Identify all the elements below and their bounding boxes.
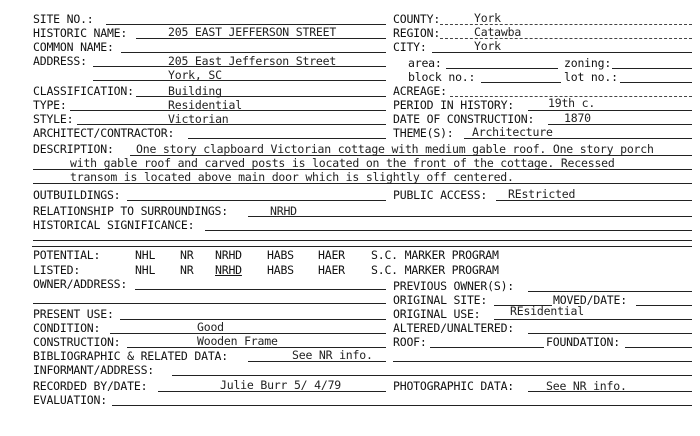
potential-label: POTENTIAL: xyxy=(33,248,101,262)
condition-value: Good xyxy=(197,320,224,334)
architect-line xyxy=(188,138,386,139)
description-line2-value: with gable roof and carved posts is located on the front of the cottage. Recessed xyxy=(70,156,615,170)
common-name-label: COMMON NAME: xyxy=(33,40,114,54)
type-value: Residential xyxy=(168,98,242,112)
description-line1-value: One story clapboard Victorian cottage with medium gable roof. One story porch xyxy=(136,142,654,156)
roof-label: ROOF: xyxy=(393,335,427,349)
address-line2-value: York, SC xyxy=(168,68,222,82)
address-label: ADDRESS: xyxy=(33,54,87,68)
region-value: Catawba xyxy=(474,25,522,39)
historical-significance-line1 xyxy=(205,230,692,231)
description-line3 xyxy=(33,183,692,184)
bibliographic-line xyxy=(248,361,386,362)
period-label: PERIOD IN HISTORY: xyxy=(393,98,515,112)
photographic-data-value: See NR info. xyxy=(546,379,627,393)
area-label: area: xyxy=(408,56,442,70)
date-construction-line xyxy=(548,124,692,125)
roof-line xyxy=(430,347,544,348)
altered-label: ALTERED/UNALTERED: xyxy=(393,321,515,335)
original-site-label: ORIGINAL SITE: xyxy=(393,293,488,307)
relationship-line xyxy=(248,216,692,217)
outbuildings-line xyxy=(127,200,386,201)
foundation-label: FOUNDATION: xyxy=(546,335,620,349)
present-use-line xyxy=(120,319,386,320)
date-construction-value: 1870 xyxy=(564,111,591,125)
themes-value: Architecture xyxy=(472,125,553,139)
photographic-data-label: PHOTOGRAPHIC DATA: xyxy=(393,379,515,393)
construction-value: Wooden Frame xyxy=(197,334,278,348)
region-label: REGION: xyxy=(393,26,441,40)
evaluation-line xyxy=(112,405,692,406)
public-access-value: REstricted xyxy=(508,187,576,201)
moved-date-line xyxy=(636,305,692,306)
themes-line xyxy=(464,138,692,139)
lot-no-line xyxy=(620,82,692,83)
potential-nhl: NHL xyxy=(135,248,156,262)
county-value: York xyxy=(474,11,501,25)
zoning-line xyxy=(612,68,692,69)
city-label: CITY: xyxy=(393,40,427,54)
informant-line xyxy=(172,375,692,376)
bibliographic-value: See NR info. xyxy=(292,348,373,362)
foundation-line xyxy=(625,347,692,348)
listed-haer: HAER xyxy=(318,263,345,277)
recorded-by-value: Julie Burr 5/ 4/79 xyxy=(220,378,342,392)
county-label: COUNTY: xyxy=(393,12,441,26)
period-line xyxy=(528,110,692,111)
block-no-label: block no.: xyxy=(408,70,476,84)
potential-nr: NR xyxy=(180,248,194,262)
bibliographic-line-right xyxy=(393,361,692,362)
condition-label: CONDITION: xyxy=(33,321,101,335)
construction-label: CONSTRUCTION: xyxy=(33,335,121,349)
recorded-by-line xyxy=(158,391,386,392)
description-line3-value: transom is located above main door which is slightly off centered. xyxy=(70,170,514,184)
classification-value: Building xyxy=(168,84,222,98)
city-value: York xyxy=(474,39,501,53)
historical-significance-label: HISTORICAL SIGNIFICANCE: xyxy=(33,218,195,232)
owner-address-line1 xyxy=(135,289,386,290)
informant-label: INFORMANT/ADDRESS: xyxy=(33,363,155,377)
style-line xyxy=(77,124,386,125)
city-line xyxy=(432,52,692,53)
historic-name-value: 205 EAST JEFFERSON STREET xyxy=(168,25,337,39)
address-line1 xyxy=(93,66,386,67)
listed-nrhd: NRHD xyxy=(215,263,242,277)
address-line1-value: 205 East Jefferson Street xyxy=(168,54,337,68)
potential-nrhd: NRHD xyxy=(215,248,242,262)
site-no-label: SITE NO.: xyxy=(33,12,94,26)
classification-label: CLASSIFICATION: xyxy=(33,84,134,98)
owner-address-line2 xyxy=(33,303,386,304)
historic-name-label: HISTORIC NAME: xyxy=(33,26,128,40)
date-construction-label: DATE OF CONSTRUCTION: xyxy=(393,112,535,126)
classification-line xyxy=(136,96,386,97)
altered-line xyxy=(528,333,692,334)
listed-marker: S.C. MARKER PROGRAM xyxy=(371,263,499,277)
present-use-label: PRESENT USE: xyxy=(33,307,114,321)
historical-significance-line2 xyxy=(33,240,692,241)
public-access-line xyxy=(496,200,692,201)
outbuildings-label: OUTBUILDINGS: xyxy=(33,188,121,202)
previous-owners-line xyxy=(528,291,692,292)
lot-no-label: lot no.: xyxy=(564,70,618,84)
area-line xyxy=(446,68,558,69)
relationship-label: RELATIONSHIP TO SURROUNDINGS: xyxy=(33,204,228,218)
recorded-by-label: RECORDED BY/DATE: xyxy=(33,379,148,393)
type-line xyxy=(70,110,386,111)
style-value: Victorian xyxy=(168,112,229,126)
original-use-value: REsidential xyxy=(510,304,584,318)
evaluation-label: EVALUATION: xyxy=(33,393,107,407)
acreage-label: ACREAGE: xyxy=(393,84,447,98)
moved-date-label: MOVED/DATE: xyxy=(553,293,627,307)
common-name-line xyxy=(121,52,386,53)
type-label: TYPE: xyxy=(33,98,67,112)
listed-nr: NR xyxy=(180,263,194,277)
style-label: STYLE: xyxy=(33,112,74,126)
block-no-line xyxy=(481,82,561,83)
potential-marker: S.C. MARKER PROGRAM xyxy=(371,248,499,262)
architect-label: ARCHITECT/CONTRACTOR: xyxy=(33,126,175,140)
themes-label: THEME(S): xyxy=(393,126,454,140)
owner-address-label: OWNER/ADDRESS: xyxy=(33,277,128,291)
potential-habs: HABS xyxy=(267,248,294,262)
original-use-line xyxy=(494,319,692,320)
historic-name-line xyxy=(136,38,386,39)
potential-haer: HAER xyxy=(318,248,345,262)
zoning-label: zoning: xyxy=(564,56,612,70)
original-use-label: ORIGINAL USE: xyxy=(393,307,481,321)
period-value: 19th c. xyxy=(548,96,596,110)
listed-label: LISTED: xyxy=(33,263,81,277)
listed-nhl: NHL xyxy=(135,263,156,277)
photographic-data-line xyxy=(528,391,692,392)
address-line2 xyxy=(93,80,386,81)
listed-habs: HABS xyxy=(267,263,294,277)
section-divider xyxy=(32,246,692,247)
public-access-label: PUBLIC ACCESS: xyxy=(393,188,488,202)
previous-owners-label: PREVIOUS OWNER(S): xyxy=(393,279,515,293)
relationship-value: NRHD xyxy=(270,204,297,218)
bibliographic-label: BIBLIOGRAPHIC & RELATED DATA: xyxy=(33,349,228,363)
description-label: DESCRIPTION: xyxy=(33,142,114,156)
